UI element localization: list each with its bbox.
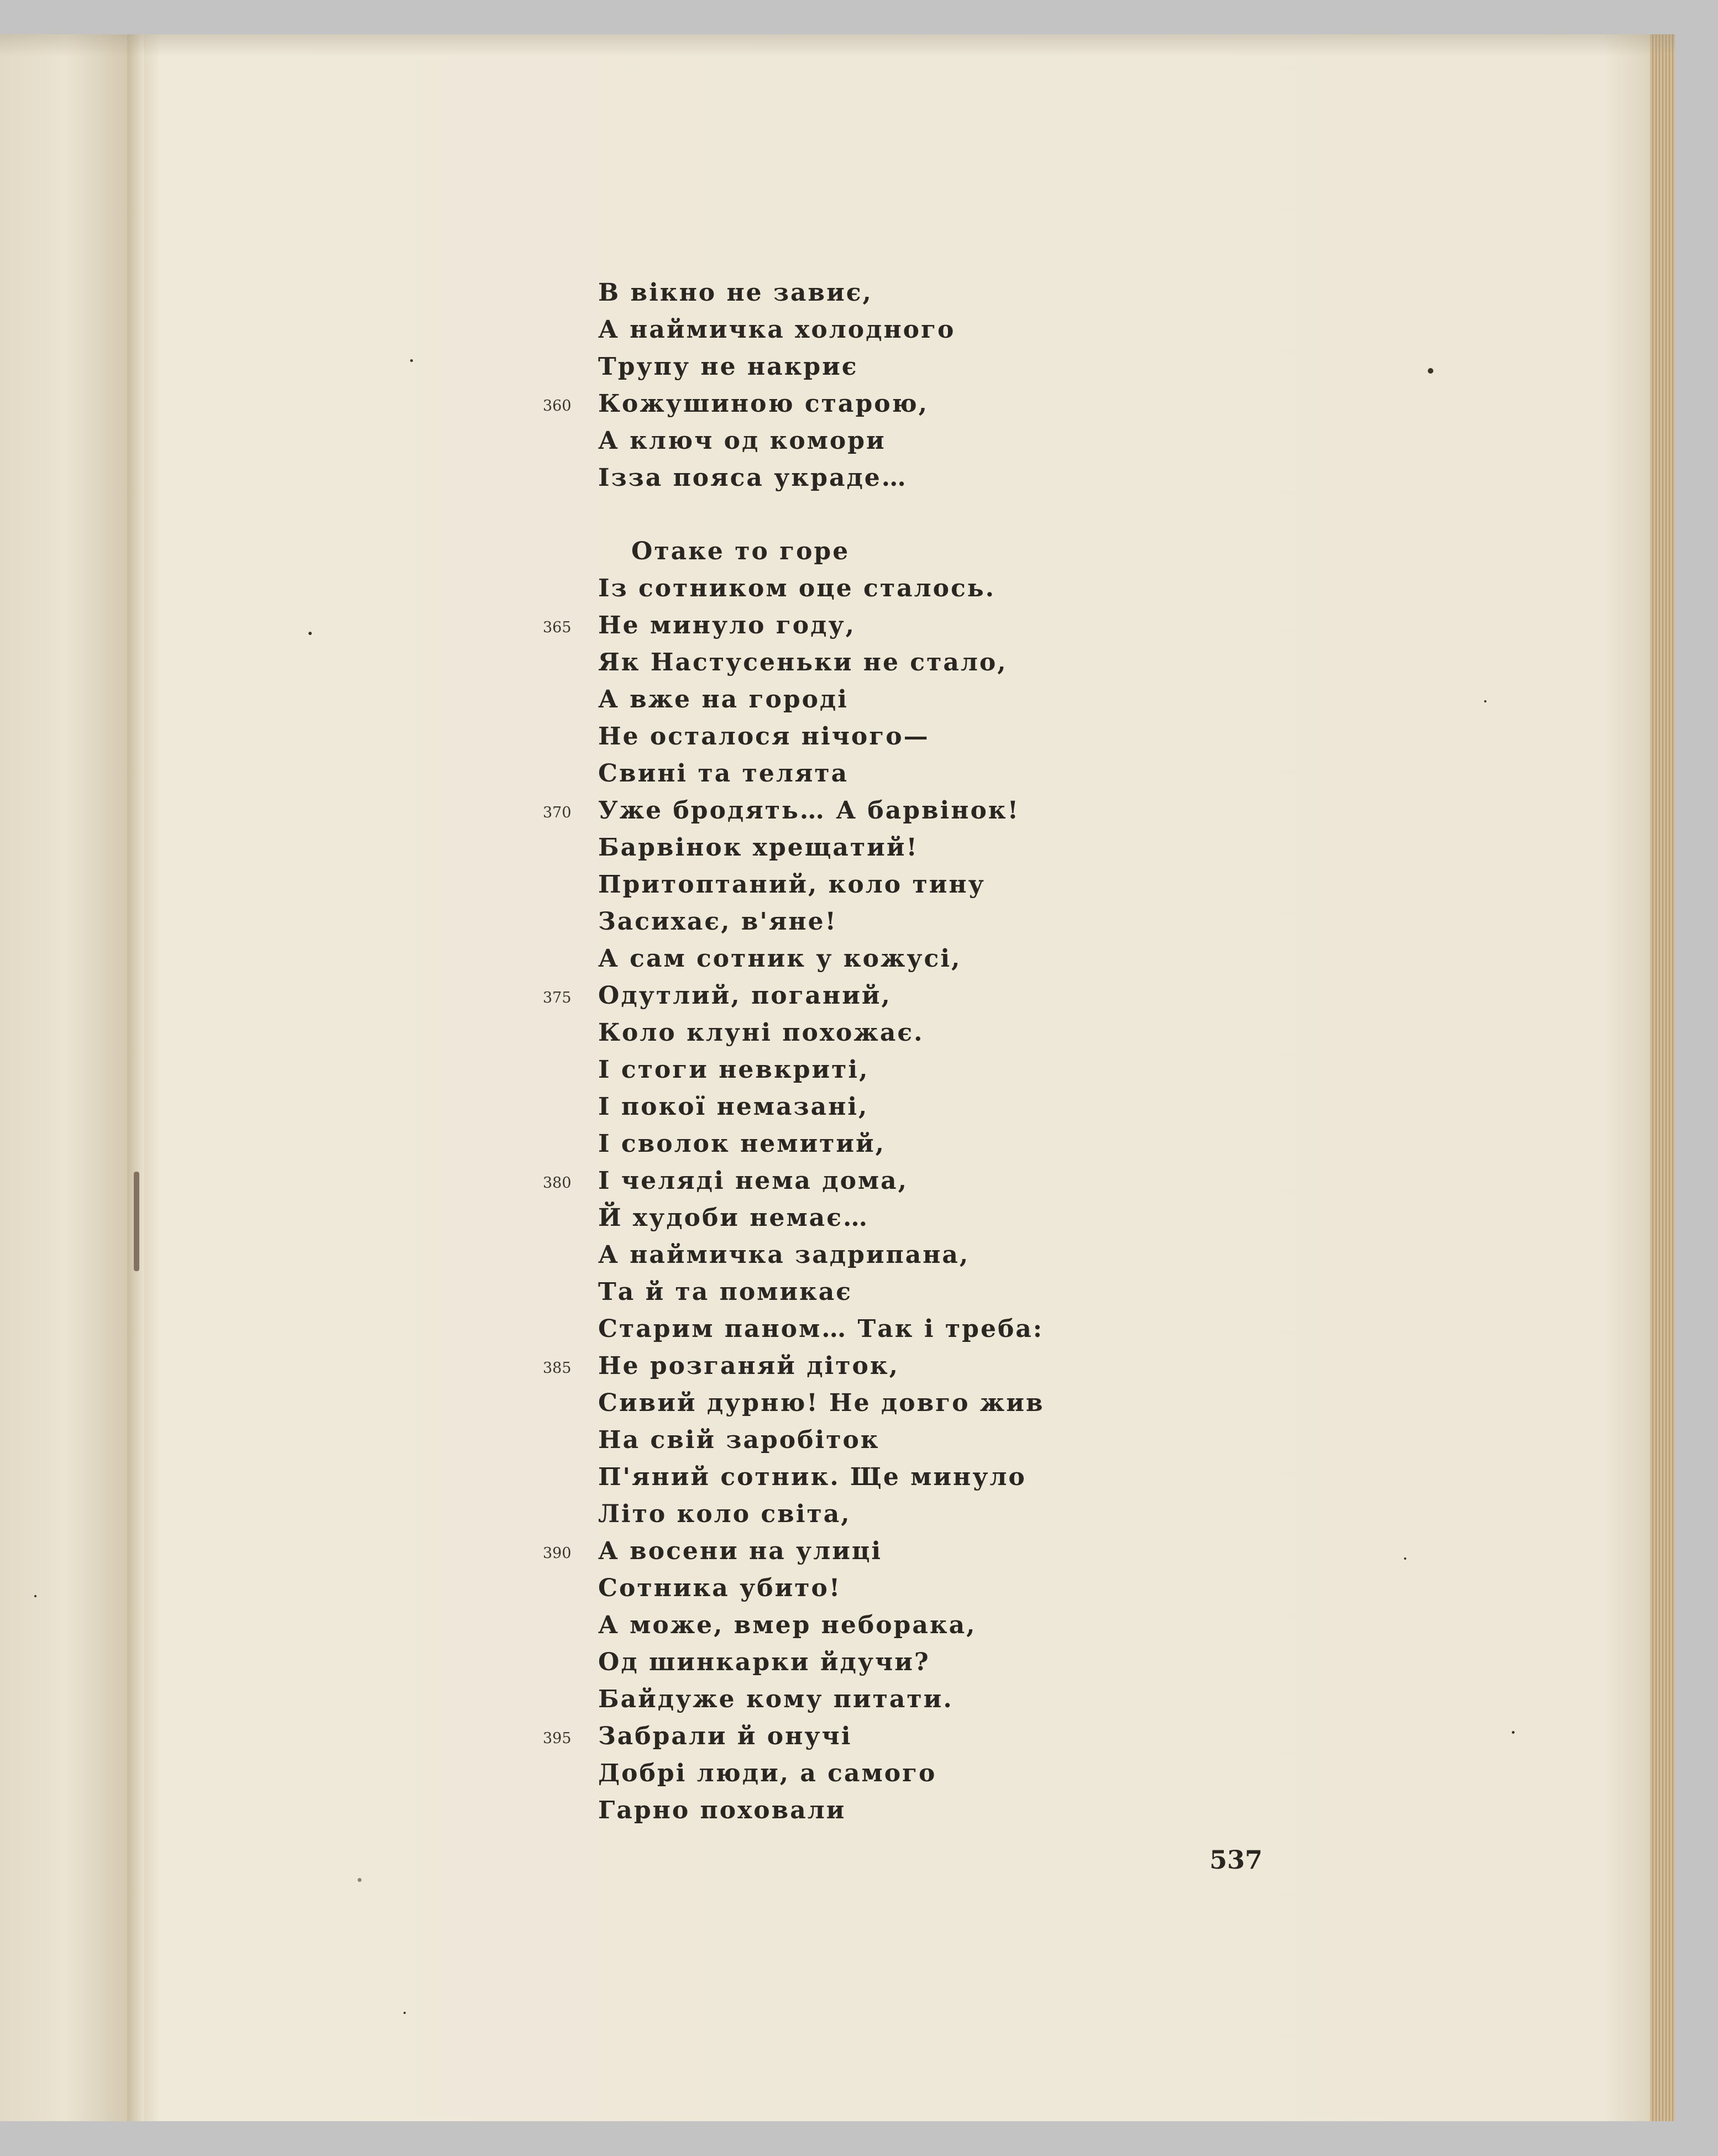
page-number: 537 [1209, 1845, 1263, 1875]
poem-line: А ключ од комори [598, 427, 886, 455]
ink-speck [404, 2012, 406, 2014]
poem-line: Барвінок хрещатий! [598, 833, 919, 862]
line-number: 380 [543, 1174, 572, 1192]
poem-line: Літо коло світа, [598, 1500, 851, 1528]
poem-line: Гарно поховали [598, 1796, 846, 1824]
poem-line: Не розганяй діток, [598, 1352, 899, 1380]
poem-line: Не осталося нічого— [598, 722, 930, 751]
poem-line: Коло клуні похожає. [598, 1019, 924, 1047]
poem-line: Як Настусеньки не стало, [598, 648, 1008, 676]
poem-line: А наймичка задрипана, [598, 1241, 970, 1269]
poem-line: Старим паном… Так і треба: [598, 1315, 1044, 1343]
page-top-shadow [0, 34, 1675, 56]
book-gutter [127, 34, 144, 2121]
line-number: 390 [543, 1545, 572, 1562]
poem-line: Сотника убито! [598, 1574, 842, 1602]
line-number: 375 [543, 989, 572, 1006]
poem-line: Не минуло году, [598, 611, 856, 639]
line-number: 370 [543, 804, 572, 821]
poem-line: А вже на городі [598, 685, 848, 714]
poem-line: І покої немазані, [598, 1093, 869, 1121]
ink-speck [1512, 1731, 1515, 1734]
poem-line: Та й та помикає [598, 1278, 853, 1306]
poem-line: Свині та телята [598, 759, 849, 788]
ink-speck [1428, 368, 1433, 374]
ink-speck [308, 632, 312, 635]
poem-line: Одутлий, поганий, [598, 982, 892, 1010]
poem-line: Ізза пояса украде… [598, 464, 908, 492]
ink-speck [1404, 1557, 1406, 1560]
poem-line: І челяді нема дома, [598, 1167, 908, 1195]
poem-line: Добрі люди, а самого [598, 1759, 937, 1787]
ink-speck [410, 359, 413, 362]
poem-line: Кожушиною старою, [598, 390, 929, 418]
line-number: 385 [543, 1360, 572, 1377]
ink-speck [34, 1595, 36, 1597]
line-number: 360 [543, 397, 572, 415]
ink-speck [1484, 700, 1486, 702]
poem-line: Притоптаний, коло тину [598, 870, 986, 899]
poem-line: Трупу не накриє [598, 353, 858, 381]
poem-line: Й худоби немає… [598, 1204, 869, 1232]
poem-line: В вікно не завиє, [598, 279, 873, 307]
poem-line: П'яний сотник. Ще минуло [598, 1463, 1026, 1491]
poem-line: А сам сотник у кожусі, [598, 945, 962, 973]
poem-line: Уже бродять… А барвінок! [598, 796, 1020, 825]
line-number: 395 [543, 1730, 572, 1747]
poem-line: А восени на улиці [598, 1537, 883, 1565]
poem-line: Забрали й онучі [598, 1722, 852, 1750]
poem-line: І стоги невкриті, [598, 1056, 870, 1084]
poem-line: Із сотником оце сталось. [598, 574, 996, 602]
poem-line: На свій заробіток [598, 1426, 880, 1454]
poem-line: А наймичка холодного [598, 316, 956, 344]
poem-line: А може, вмер неборака, [598, 1611, 977, 1639]
page-fore-edge [1650, 34, 1675, 2121]
ink-speck [134, 1172, 139, 1271]
poem-line: І сволок немитий, [598, 1130, 886, 1158]
poem-line: Од шинкарки йдучи? [598, 1648, 930, 1676]
poem-line: Байдуже кому питати. [598, 1685, 954, 1713]
ink-speck [358, 1878, 362, 1882]
line-number: 365 [543, 619, 572, 636]
poem-line: Отаке то горе [631, 537, 850, 565]
poem-line: Сивий дурню! Не довго жив [598, 1389, 1045, 1417]
poem-line: Засихає, в'яне! [598, 907, 837, 936]
